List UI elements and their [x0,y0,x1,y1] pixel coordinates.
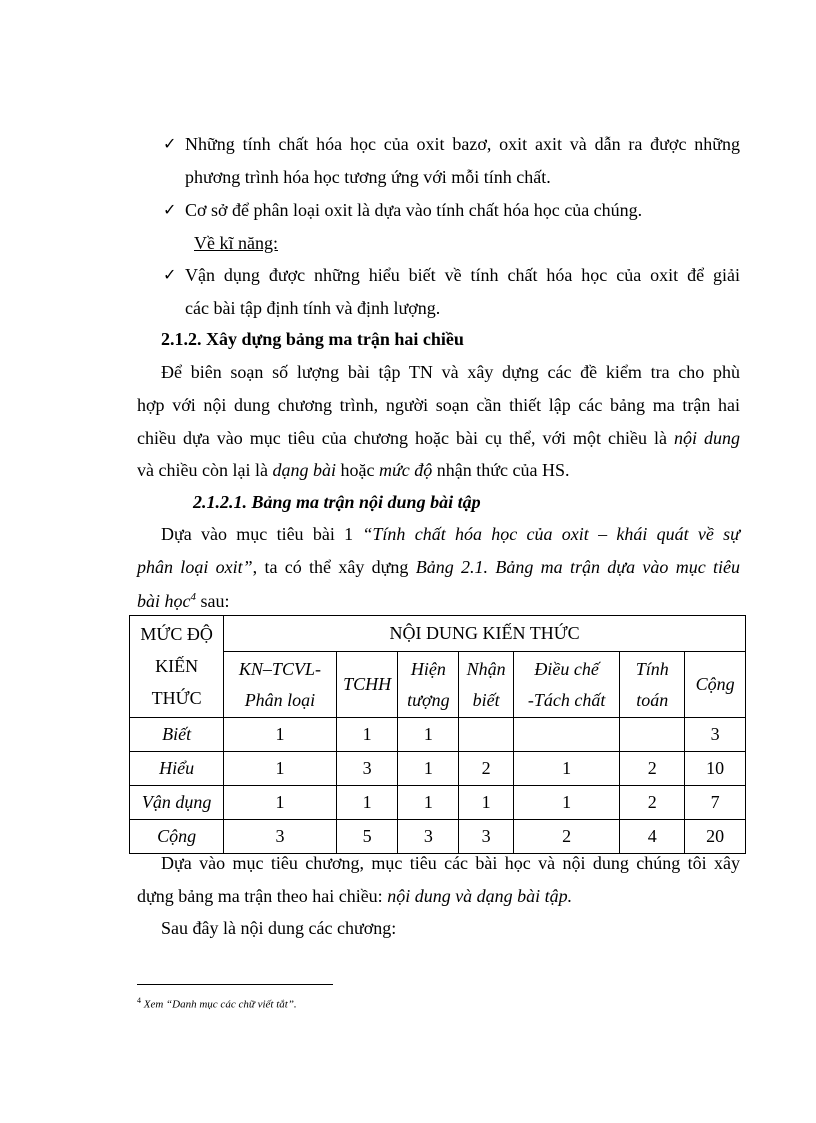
content-matrix-table [129,615,746,854]
table-cell: 1 [513,752,619,786]
table-cell: 1 [224,752,336,786]
table-cell: 3 [224,820,336,854]
para1-line4: và chiều còn lại là dạng bài hoặc mức độ nhận thức của HS. [137,460,570,480]
bullet-2-line1: Cơ sở để phân loại oxit là dựa vào tính chất hóa học của chúng. [185,200,643,220]
bullet-1-line1: Những tính chất hóa học của oxit bazơ, oxit axit và dẫn ra được những [185,134,740,154]
bullet-1-line2: phương trình hóa học tương ứng với mỗi tính chất. [185,167,551,187]
table-cell: 4 [620,820,685,854]
para1-line2: hợp với nội dung chương trình, người soạn cần thiết lập các bảng ma trận hai [137,395,740,415]
table-group-header: NỘI DUNG KIẾN THỨC [224,616,746,652]
check-icon: ✓ [163,200,177,219]
table-cell: 1 [336,718,398,752]
table-cell: 2 [620,752,685,786]
table-cell: 1 [224,786,336,820]
table-cell [620,718,685,752]
bullet-3-line2: các bài tập định tính và định lượng. [185,298,441,318]
column-header: Cộng [685,652,746,718]
footnote-rule [137,984,333,985]
table-cell: 2 [620,786,685,820]
table-cell: 1 [459,786,514,820]
table-cell: 2 [513,820,619,854]
table-cell: 3 [459,820,514,854]
para1-line1: Để biên soạn số lượng bài tập TN và xây dựng các đề kiểm tra cho phù [161,362,740,382]
table-cell: 20 [685,820,746,854]
table-cell: 7 [685,786,746,820]
check-icon: ✓ [163,134,177,153]
table-cell: 1 [398,786,459,820]
table-cell: 3 [398,820,459,854]
para4: Sau đây là nội dung các chương: [161,918,397,938]
table-row [130,718,746,752]
column-header: KN–TCVL- Phân loại [224,652,336,718]
table-cell: 10 [685,752,746,786]
table-cell [513,718,619,752]
row-label: Cộng [130,820,224,854]
column-header: Hiện tượng [398,652,459,718]
table-cell: 2 [459,752,514,786]
table-cell: 1 [398,718,459,752]
table-cell: 1 [513,786,619,820]
table-cell: 3 [685,718,746,752]
table-cell [459,718,514,752]
column-header: Tính toán [620,652,685,718]
skills-heading: Về kĩ năng: [194,233,278,253]
table-row [130,786,746,820]
table-cell: 1 [398,752,459,786]
table-cell: 1 [224,718,336,752]
subsection-heading: 2.1.2.1. Bảng ma trận nội dung bài tập [193,492,481,512]
column-header: Nhận biết [459,652,514,718]
table-row [130,820,746,854]
column-header: TCHH [336,652,398,718]
table-cell: 5 [336,820,398,854]
para3-line1: Dựa vào mục tiêu chương, mục tiêu các bài học và nội dung chúng tôi xây [161,853,740,873]
section-heading: 2.1.2. Xây dựng bảng ma trận hai chiều [161,329,464,349]
para1-line3: chiều dựa vào mục tiêu của chương hoặc bài cụ thể, với một chiều là nội dung [137,428,740,448]
row-label: Vận dụng [130,786,224,820]
table-cell: 3 [336,752,398,786]
table-cell: 1 [336,786,398,820]
column-header: Điều chế -Tách chất [513,652,619,718]
para3-line2: dựng bảng ma trận theo hai chiều: nội dung và dạng bài tập. [137,886,573,906]
para2-line1: Dựa vào mục tiêu bài 1 “Tính chất hóa học của oxit – khái quát về sự [161,524,740,544]
footnote: $^4$ Xem “Danh mục các chữ viết tắt”. [137,996,297,1011]
row-label: Hiểu [130,752,224,786]
para2-line3: bài học$^4$ sau: [137,591,230,611]
row-label: Biết [130,718,224,752]
para2-line2: phân loại oxit”, ta có thể xây dựng Bảng 2.1. Bảng ma trận dựa vào mục tiêu [137,557,741,577]
table-row [130,752,746,786]
table-corner-header: MỨC ĐỘ KIẾN THỨC [130,616,224,718]
check-icon: ✓ [163,265,177,284]
bullet-3-line1: Vận dụng được những hiểu biết về tính chất hóa học của oxit để giải [185,265,740,285]
